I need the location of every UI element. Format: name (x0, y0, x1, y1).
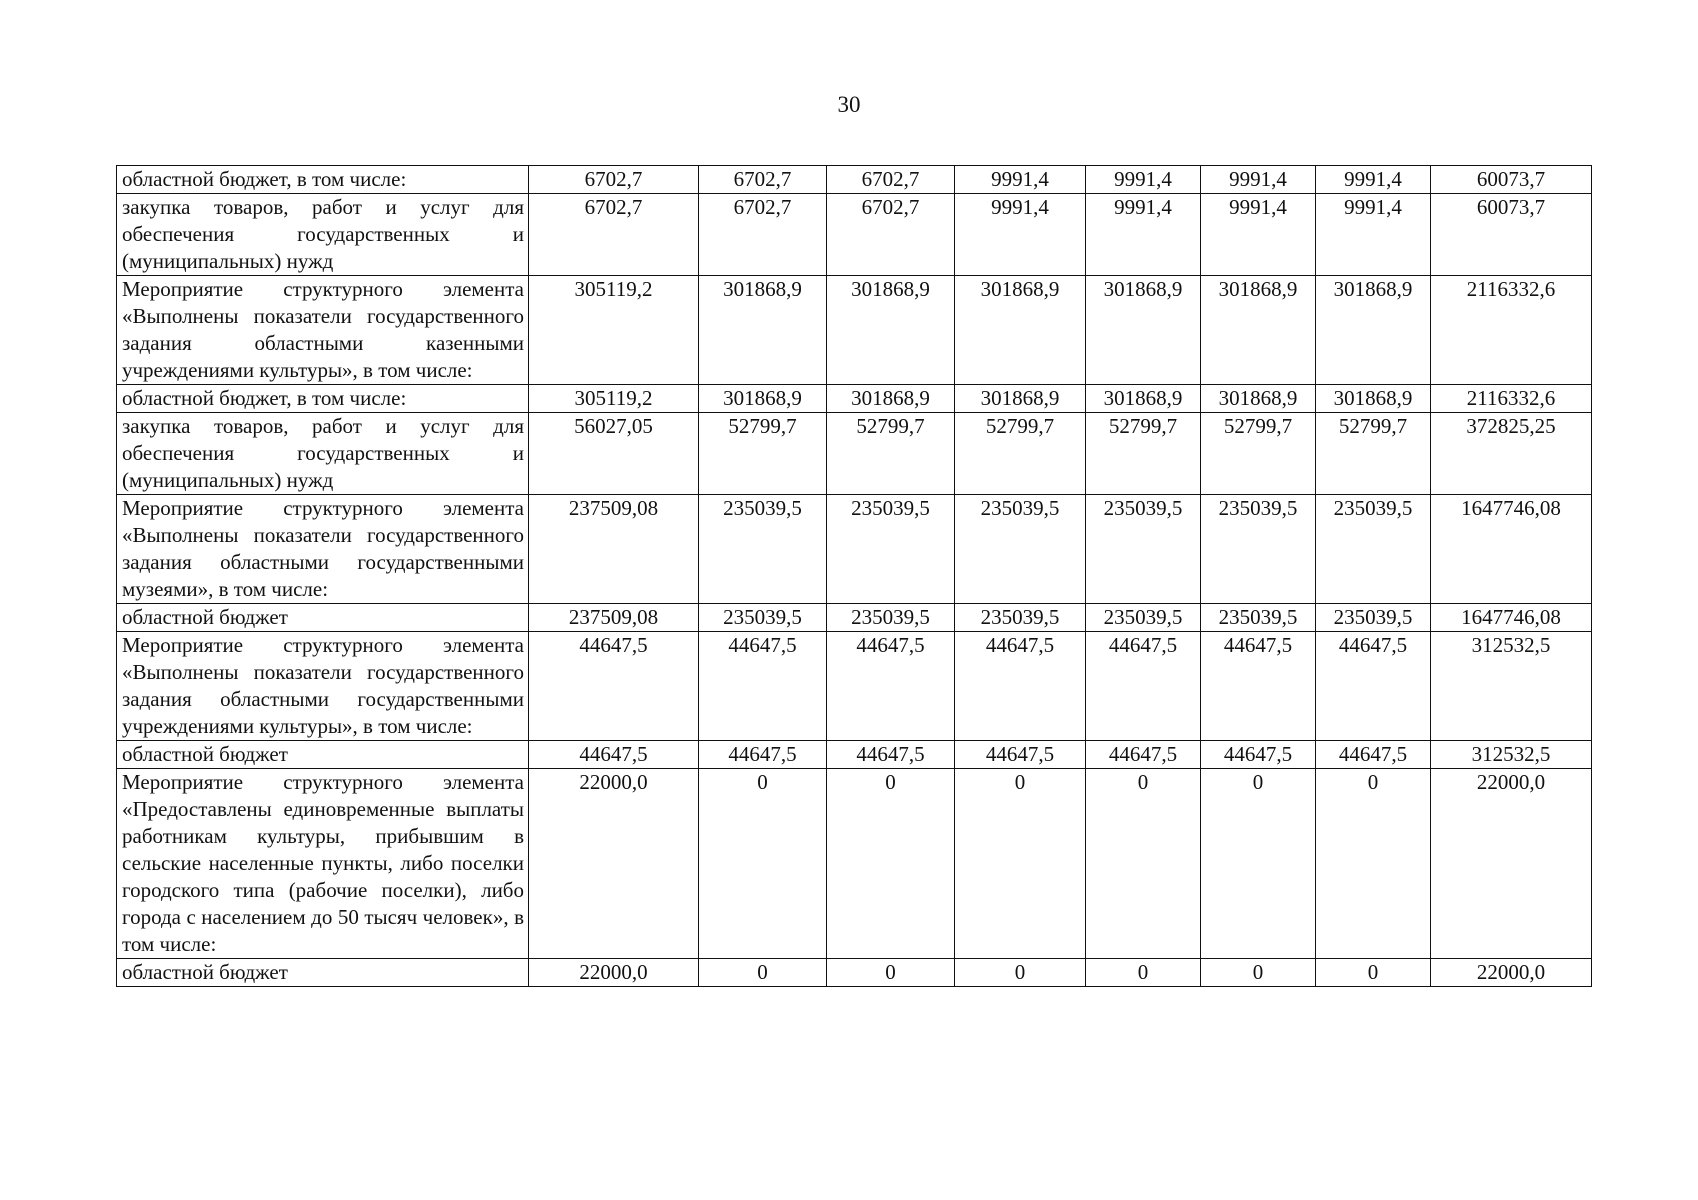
cell-value: 56027,05 (529, 413, 699, 495)
cell-value: 305119,2 (529, 276, 699, 385)
cell-total: 312532,5 (1431, 741, 1592, 769)
cell-value: 44647,5 (827, 632, 955, 741)
cell-value: 305119,2 (529, 385, 699, 413)
cell-value: 0 (955, 959, 1086, 987)
row-label: областной бюджет, в том числе: (117, 166, 529, 194)
cell-value: 44647,5 (955, 632, 1086, 741)
cell-value: 22000,0 (529, 959, 699, 987)
cell-total: 60073,7 (1431, 166, 1592, 194)
cell-value: 0 (1316, 769, 1431, 959)
cell-value: 301868,9 (827, 385, 955, 413)
cell-value: 301868,9 (1316, 385, 1431, 413)
table-row (117, 385, 1592, 413)
cell-value: 0 (1201, 769, 1316, 959)
cell-value: 301868,9 (699, 276, 827, 385)
row-label: областной бюджет (117, 604, 529, 632)
cell-value: 6702,7 (529, 194, 699, 276)
cell-value: 9991,4 (1086, 194, 1201, 276)
cell-value: 44647,5 (529, 632, 699, 741)
table-row (117, 413, 1592, 495)
cell-value: 44647,5 (1086, 632, 1201, 741)
row-label: закупка товаров, работ и услуг для обеспечения государственных и (муниципальных) нужд (117, 413, 529, 495)
cell-value: 9991,4 (1201, 194, 1316, 276)
cell-value: 235039,5 (955, 604, 1086, 632)
cell-value: 0 (699, 959, 827, 987)
cell-value: 235039,5 (1201, 495, 1316, 604)
table-row (117, 632, 1592, 741)
row-label: областной бюджет (117, 741, 529, 769)
cell-value: 44647,5 (1316, 741, 1431, 769)
cell-value: 52799,7 (1086, 413, 1201, 495)
cell-value: 9991,4 (1316, 194, 1431, 276)
cell-value: 52799,7 (699, 413, 827, 495)
table-row (117, 166, 1592, 194)
cell-value: 6702,7 (699, 194, 827, 276)
cell-total: 312532,5 (1431, 632, 1592, 741)
cell-value: 0 (1086, 769, 1201, 959)
cell-value: 0 (1086, 959, 1201, 987)
table-row (117, 741, 1592, 769)
cell-value: 301868,9 (1201, 276, 1316, 385)
cell-value: 9991,4 (955, 166, 1086, 194)
cell-value: 52799,7 (1201, 413, 1316, 495)
cell-value: 44647,5 (955, 741, 1086, 769)
table-row (117, 276, 1592, 385)
table-row (117, 769, 1592, 959)
cell-value: 235039,5 (827, 495, 955, 604)
cell-value: 235039,5 (827, 604, 955, 632)
cell-value: 0 (827, 959, 955, 987)
row-label: областной бюджет, в том числе: (117, 385, 529, 413)
cell-value: 237509,08 (529, 604, 699, 632)
cell-value: 235039,5 (1086, 604, 1201, 632)
cell-total: 60073,7 (1431, 194, 1592, 276)
cell-value: 235039,5 (699, 495, 827, 604)
cell-value: 301868,9 (827, 276, 955, 385)
table-row (117, 194, 1592, 276)
cell-value: 301868,9 (1086, 276, 1201, 385)
cell-value: 235039,5 (1086, 495, 1201, 604)
cell-value: 301868,9 (1201, 385, 1316, 413)
cell-value: 235039,5 (1201, 604, 1316, 632)
budget-table (116, 165, 1592, 987)
cell-value: 0 (699, 769, 827, 959)
cell-value: 0 (1201, 959, 1316, 987)
row-label: Мероприятие структурного элемента «Выполнены показатели государственного задания областными государственными музеями», в том числе: (117, 495, 529, 604)
row-label: закупка товаров, работ и услуг для обеспечения государственных и (муниципальных) нужд (117, 194, 529, 276)
cell-value: 9991,4 (955, 194, 1086, 276)
cell-value: 6702,7 (827, 194, 955, 276)
cell-total: 22000,0 (1431, 959, 1592, 987)
cell-value: 235039,5 (1316, 495, 1431, 604)
budget-table-body (117, 166, 1592, 987)
cell-value: 22000,0 (529, 769, 699, 959)
cell-value: 44647,5 (699, 632, 827, 741)
cell-value: 301868,9 (955, 276, 1086, 385)
cell-total: 372825,25 (1431, 413, 1592, 495)
cell-value: 44647,5 (699, 741, 827, 769)
cell-value: 9991,4 (1201, 166, 1316, 194)
cell-total: 22000,0 (1431, 769, 1592, 959)
table-row (117, 604, 1592, 632)
cell-value: 44647,5 (1316, 632, 1431, 741)
page-number: 30 (837, 92, 861, 117)
cell-total: 1647746,08 (1431, 495, 1592, 604)
cell-value: 301868,9 (1316, 276, 1431, 385)
row-label: Мероприятие структурного элемента «Выполнены показатели государственного задания областными казенными учреждениями культуры», в том числе: (117, 276, 529, 385)
cell-value: 301868,9 (699, 385, 827, 413)
cell-value: 6702,7 (699, 166, 827, 194)
cell-value: 237509,08 (529, 495, 699, 604)
row-label: областной бюджет (117, 959, 529, 987)
cell-value: 44647,5 (529, 741, 699, 769)
cell-value: 9991,4 (1316, 166, 1431, 194)
cell-value: 52799,7 (1316, 413, 1431, 495)
table-row (117, 959, 1592, 987)
cell-total: 2116332,6 (1431, 276, 1592, 385)
table-row (117, 495, 1592, 604)
cell-value: 0 (1316, 959, 1431, 987)
cell-value: 235039,5 (955, 495, 1086, 604)
cell-value: 0 (827, 769, 955, 959)
cell-value: 6702,7 (827, 166, 955, 194)
cell-total: 2116332,6 (1431, 385, 1592, 413)
cell-value: 52799,7 (955, 413, 1086, 495)
cell-value: 235039,5 (699, 604, 827, 632)
row-label: Мероприятие структурного элемента «Предоставлены единовременные выплаты работникам культуры, прибывшим в сельские населенные пункты, либо поселки городского типа (рабочие поселки), либо города с населением до 50 тысяч человек», в том числе: (117, 769, 529, 959)
cell-value: 44647,5 (1201, 741, 1316, 769)
cell-value: 301868,9 (955, 385, 1086, 413)
cell-total: 1647746,08 (1431, 604, 1592, 632)
row-label: Мероприятие структурного элемента «Выполнены показатели государственного задания областными государственными учреждениями культуры», в том числе: (117, 632, 529, 741)
cell-value: 52799,7 (827, 413, 955, 495)
cell-value: 44647,5 (1201, 632, 1316, 741)
cell-value: 301868,9 (1086, 385, 1201, 413)
cell-value: 0 (955, 769, 1086, 959)
cell-value: 44647,5 (827, 741, 955, 769)
cell-value: 44647,5 (1086, 741, 1201, 769)
cell-value: 235039,5 (1316, 604, 1431, 632)
cell-value: 9991,4 (1086, 166, 1201, 194)
cell-value: 6702,7 (529, 166, 699, 194)
